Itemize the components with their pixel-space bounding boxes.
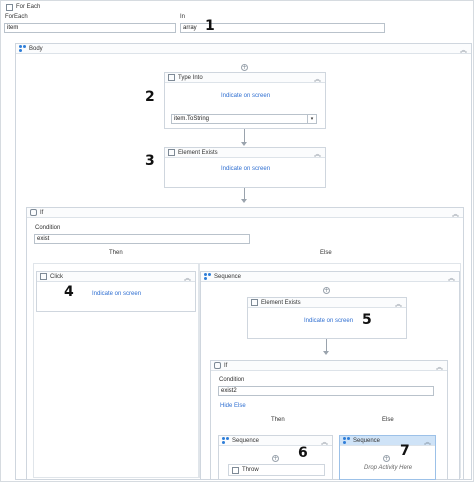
if-else-label: Else bbox=[320, 250, 332, 256]
foreach-header[interactable] bbox=[1, 1, 473, 13]
annotation-5: 5 bbox=[362, 312, 372, 328]
element-exists-icon bbox=[168, 149, 175, 156]
element-exists-icon bbox=[251, 299, 258, 306]
if-icon bbox=[30, 209, 37, 216]
connector-arrow-icon bbox=[241, 199, 247, 203]
collapse-chevron-icon[interactable]: ︽ bbox=[314, 75, 321, 83]
body-title: Body bbox=[29, 45, 43, 52]
if-header[interactable] bbox=[27, 208, 463, 218]
connector-line bbox=[244, 129, 245, 143]
collapse-chevron-icon[interactable]: ︽ bbox=[395, 300, 402, 308]
hide-else-link[interactable]: Hide Else bbox=[220, 403, 246, 409]
type-into-title: Type Into bbox=[178, 74, 203, 81]
click-icon bbox=[40, 273, 47, 280]
if-header-2[interactable] bbox=[211, 361, 447, 371]
annotation-1: 1 bbox=[205, 18, 215, 34]
sequence-then-title: Sequence bbox=[232, 437, 260, 444]
annotation-3: 3 bbox=[145, 153, 155, 169]
type-into-text-value: item.ToString bbox=[174, 116, 210, 122]
sequence-icon bbox=[343, 437, 350, 444]
type-into-header[interactable] bbox=[165, 73, 325, 83]
dropdown-arrow-icon[interactable]: ▾ bbox=[307, 115, 316, 123]
annotation-2: 2 bbox=[145, 89, 155, 105]
throw-title: Throw bbox=[242, 467, 259, 473]
add-activity-plus-icon[interactable]: + bbox=[242, 64, 248, 71]
sequence-title: Sequence bbox=[214, 273, 242, 280]
if-condition-label-2: Condition bbox=[219, 377, 245, 383]
annotation-4: 4 bbox=[64, 284, 74, 300]
element-exists-title: Element Exists bbox=[178, 149, 218, 156]
sequence-icon bbox=[204, 273, 211, 280]
annotation-7: 7 bbox=[400, 443, 410, 459]
if-condition-field-2[interactable] bbox=[218, 386, 434, 396]
collapse-chevron-icon[interactable]: ︽ bbox=[424, 438, 431, 446]
click-indicate-link[interactable]: Indicate on screen bbox=[92, 291, 142, 297]
foreach-item-value: item bbox=[7, 25, 19, 31]
type-into-indicate-link[interactable]: Indicate on screen bbox=[221, 93, 271, 99]
sequence-else-title: Sequence bbox=[353, 437, 381, 444]
collapse-chevron-icon[interactable]: ︽ bbox=[460, 46, 467, 54]
if-then-label-2: Then bbox=[271, 417, 285, 423]
foreach-icon bbox=[6, 4, 13, 11]
body-header[interactable] bbox=[16, 44, 471, 54]
if-icon bbox=[214, 362, 221, 369]
foreach-label: ForEach bbox=[5, 14, 28, 20]
element-exists-indicate-link-2[interactable]: Indicate on screen bbox=[304, 318, 354, 324]
collapse-chevron-icon[interactable]: ︽ bbox=[314, 150, 321, 158]
add-activity-plus-icon[interactable]: + bbox=[273, 455, 279, 462]
sequence-icon bbox=[19, 45, 26, 52]
if-condition-value: exist bbox=[37, 236, 50, 242]
if-condition-value-2: exist2 bbox=[221, 388, 237, 394]
connector-arrow-icon bbox=[323, 351, 329, 355]
sequence-else-header[interactable] bbox=[340, 436, 435, 446]
throw-activity[interactable] bbox=[228, 464, 325, 476]
add-activity-plus-icon[interactable]: + bbox=[384, 455, 390, 462]
collapse-chevron-icon[interactable]: ︽ bbox=[436, 363, 443, 371]
element-exists-header-2[interactable] bbox=[248, 298, 406, 308]
collapse-chevron-icon[interactable]: ︽ bbox=[452, 210, 459, 218]
type-into-text-field[interactable] bbox=[171, 114, 317, 124]
in-label: In bbox=[180, 14, 186, 20]
element-exists-header[interactable] bbox=[165, 148, 325, 158]
sequence-header[interactable] bbox=[201, 272, 459, 282]
add-activity-plus-icon[interactable]: + bbox=[324, 287, 330, 294]
click-header[interactable] bbox=[37, 272, 195, 282]
collapse-chevron-icon[interactable]: ︽ bbox=[321, 438, 328, 446]
element-exists-indicate-link[interactable]: Indicate on screen bbox=[221, 166, 271, 172]
in-collection-value: array bbox=[183, 25, 197, 31]
if-condition-label: Condition bbox=[35, 225, 61, 231]
drop-activity-hint: Drop Activity Here bbox=[364, 465, 413, 471]
collapse-chevron-icon[interactable]: ︽ bbox=[184, 274, 191, 282]
if-else-label-2: Else bbox=[382, 417, 394, 423]
connector-arrow-icon bbox=[241, 142, 247, 146]
if-condition-field[interactable] bbox=[34, 234, 250, 244]
if-title-2: If bbox=[224, 362, 228, 369]
throw-icon bbox=[232, 467, 239, 474]
element-exists-title-2: Element Exists bbox=[261, 299, 301, 306]
if-then-label: Then bbox=[109, 250, 123, 256]
foreach-item-field[interactable] bbox=[4, 23, 176, 33]
foreach-title: For Each bbox=[16, 4, 41, 10]
click-title: Click bbox=[50, 273, 63, 280]
collapse-chevron-icon[interactable]: ︽ bbox=[448, 274, 455, 282]
type-into-icon bbox=[168, 74, 175, 81]
sequence-then-header[interactable] bbox=[219, 436, 332, 446]
if-title: If bbox=[40, 209, 44, 216]
annotation-6: 6 bbox=[298, 445, 308, 461]
sequence-icon bbox=[222, 437, 229, 444]
